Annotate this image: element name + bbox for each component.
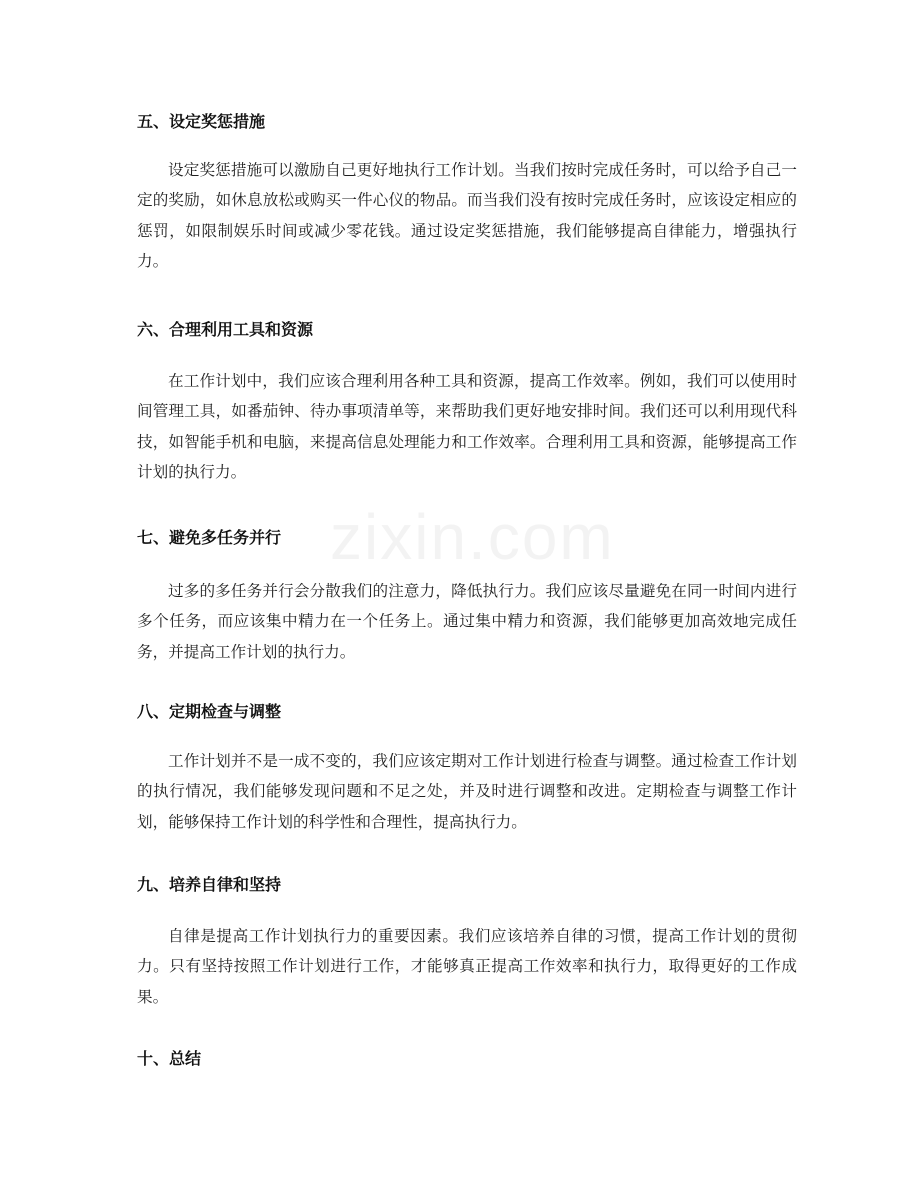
section-heading: 九、培养自律和坚持 <box>137 875 282 894</box>
section-heading: 八、定期检查与调整 <box>137 702 282 721</box>
section-paragraph: 在工作计划中，我们应该合理利用各种工具和资源，提高工作效率。例如，我们可以使用时间管理工具，如番茄钟、待办事项清单等，来帮助我们更好地安排时间。我们还可以利用现代科技，如智能手机和电脑，来提高信息处理能力和工作效率。合理利用工具和资源，能够提高工作计划的执行力。 <box>137 372 797 481</box>
section-heading: 六、合理利用工具和资源 <box>137 320 314 339</box>
section-paragraph: 工作计划并不是一成不变的，我们应该定期对工作计划进行检查与调整。通过检查工作计划的执行情况，我们能够发现问题和不足之处，并及时进行调整和改进。定期检查与调整工作计划，能够保持工作计划的科学性和合理性，提高执行力。 <box>137 752 797 831</box>
section-heading: 十、总结 <box>137 1049 202 1068</box>
section-heading: 七、避免多任务并行 <box>137 528 282 547</box>
section-paragraph: 自律是提高工作计划执行力的重要因素。我们应该培养自律的习惯，提高工作计划的贯彻力。只有坚持按照工作计划进行工作，才能够真正提高工作效率和执行力，取得更好的工作成果。 <box>137 927 797 1006</box>
section-paragraph: 过多的多任务并行会分散我们的注意力，降低执行力。我们应该尽量避免在同一时间内进行多个任务，而应该集中精力在一个任务上。通过集中精力和资源，我们能够更加高效地完成任务，并提高工作计划的执行力。 <box>137 582 797 661</box>
section-paragraph: 设定奖惩措施可以激励自己更好地执行工作计划。当我们按时完成任务时，可以给予自己一定的奖励，如休息放松或购买一件心仪的物品。而当我们没有按时完成任务时，应该设定相应的惩罚，如限制娱乐时间或减少零花钱。通过设定奖惩措施，我们能够提高自律能力，增强执行力。 <box>137 161 797 270</box>
section-heading: 五、设定奖惩措施 <box>137 112 266 131</box>
watermark: zixin.com <box>330 501 615 573</box>
